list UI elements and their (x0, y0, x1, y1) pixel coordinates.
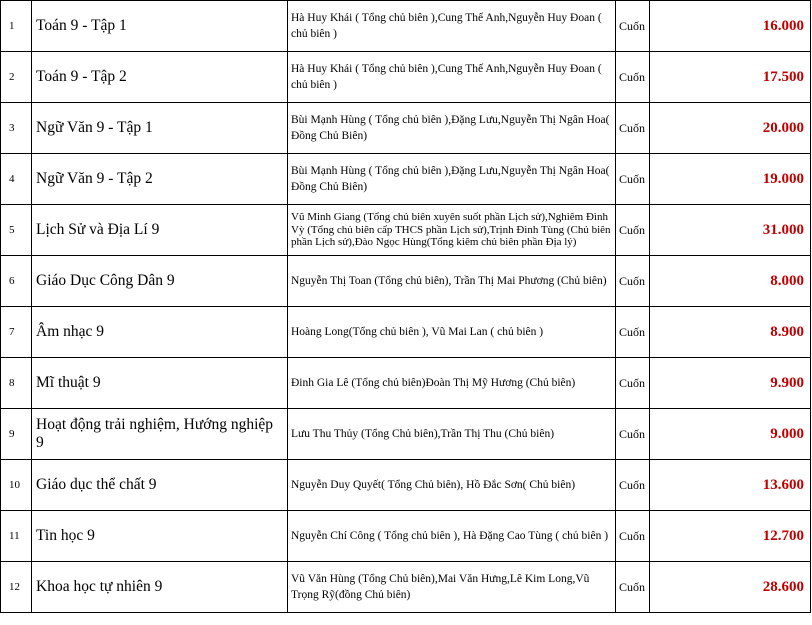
book-authors: Bùi Mạnh Hùng ( Tổng chủ biên ),Đặng Lưu,Nguyễn Thị Ngân Hoa( Đồng Chủ Biên) (288, 103, 616, 154)
unit-cell: Cuốn (616, 511, 650, 562)
book-title: Toán 9 - Tập 1 (32, 1, 288, 52)
row-number: 8 (1, 358, 32, 409)
table-row (1, 52, 811, 103)
book-title: Giáo Dục Công Dân 9 (32, 256, 288, 307)
row-number: 12 (1, 562, 32, 613)
row-number: 1 (1, 1, 32, 52)
row-number: 6 (1, 256, 32, 307)
price-cell: 28.600 (650, 562, 811, 613)
price-cell: 8.000 (650, 256, 811, 307)
book-authors: Nguyễn Thị Toan (Tổng chủ biên), Trần Thị Mai Phương (Chủ biên) (288, 256, 616, 307)
unit-cell: Cuốn (616, 1, 650, 52)
book-authors: Vũ Văn Hùng (Tổng Chủ biên),Mai Văn Hưng,Lê Kim Long,Vũ Trọng Rỹ(đồng Chủ biên) (288, 562, 616, 613)
table-row (1, 460, 811, 511)
row-number: 2 (1, 52, 32, 103)
book-authors: Lưu Thu Thủy (Tổng Chủ biên),Trần Thị Thu (Chủ biên) (288, 409, 616, 460)
price-cell: 16.000 (650, 1, 811, 52)
unit-cell: Cuốn (616, 52, 650, 103)
price-cell: 9.900 (650, 358, 811, 409)
price-cell: 31.000 (650, 205, 811, 256)
unit-cell: Cuốn (616, 103, 650, 154)
price-cell: 19.000 (650, 154, 811, 205)
unit-cell: Cuốn (616, 205, 650, 256)
row-number: 4 (1, 154, 32, 205)
table-row (1, 205, 811, 256)
book-title: Toán 9 - Tập 2 (32, 52, 288, 103)
book-title: Giáo dục thể chất 9 (32, 460, 288, 511)
book-title: Mĩ thuật 9 (32, 358, 288, 409)
book-authors: Nguyễn Duy Quyết( Tổng Chủ biên), Hồ Đắc Sơn( Chủ biên) (288, 460, 616, 511)
table-row (1, 409, 811, 460)
table-row (1, 307, 811, 358)
unit-cell: Cuốn (616, 307, 650, 358)
table-row (1, 103, 811, 154)
row-number: 10 (1, 460, 32, 511)
table-row (1, 511, 811, 562)
table-row (1, 256, 811, 307)
table-row (1, 1, 811, 52)
price-cell: 12.700 (650, 511, 811, 562)
unit-cell: Cuốn (616, 256, 650, 307)
table-row (1, 358, 811, 409)
unit-cell: Cuốn (616, 358, 650, 409)
book-title: Tin học 9 (32, 511, 288, 562)
book-authors: Hoàng Long(Tổng chủ biên ), Vũ Mai Lan ( chủ biên ) (288, 307, 616, 358)
price-cell: 8.900 (650, 307, 811, 358)
book-authors: Hà Huy Khái ( Tổng chủ biên ),Cung Thế Anh,Nguyễn Huy Đoan ( chủ biên ) (288, 1, 616, 52)
book-title: Hoạt động trải nghiệm, Hướng nghiệp 9 (32, 409, 288, 460)
unit-cell: Cuốn (616, 409, 650, 460)
row-number: 5 (1, 205, 32, 256)
book-authors: Nguyễn Chí Công ( Tổng chủ biên ), Hà Đặng Cao Tùng ( chủ biên ) (288, 511, 616, 562)
price-cell: 9.000 (650, 409, 811, 460)
book-title: Ngữ Văn 9 - Tập 2 (32, 154, 288, 205)
book-title: Ngữ Văn 9 - Tập 1 (32, 103, 288, 154)
book-authors: Hà Huy Khái ( Tổng chủ biên ),Cung Thế Anh,Nguyễn Huy Đoan ( chủ biên ) (288, 52, 616, 103)
unit-cell: Cuốn (616, 154, 650, 205)
table-row (1, 562, 811, 613)
row-number: 7 (1, 307, 32, 358)
book-title: Lịch Sử và Địa Lí 9 (32, 205, 288, 256)
row-number: 11 (1, 511, 32, 562)
book-authors: Bùi Mạnh Hùng ( Tổng chủ biên ),Đặng Lưu,Nguyễn Thị Ngân Hoa( Đồng Chủ Biên) (288, 154, 616, 205)
unit-cell: Cuốn (616, 562, 650, 613)
table-row (1, 154, 811, 205)
price-cell: 13.600 (650, 460, 811, 511)
row-number: 3 (1, 103, 32, 154)
price-cell: 17.500 (650, 52, 811, 103)
book-title: Âm nhạc 9 (32, 307, 288, 358)
book-title: Khoa học tự nhiên 9 (32, 562, 288, 613)
book-authors: Đinh Gia Lê (Tổng chủ biên)Đoàn Thị Mỹ Hương (Chủ biên) (288, 358, 616, 409)
unit-cell: Cuốn (616, 460, 650, 511)
table-body (1, 1, 811, 613)
book-authors: Vũ Minh Giang (Tổng chủ biên xuyên suốt phần Lịch sử),Nghiêm Đình Vỳ (Tổng chủ biên cấp THCS phần Lịch sử),Trịnh Đình Tùng (Chủ biên phần Lịch sử),Đào Ngọc Hùng(Tổng kiêm chủ biên phần Địa lý) (288, 205, 616, 256)
row-number: 9 (1, 409, 32, 460)
price-cell: 20.000 (650, 103, 811, 154)
